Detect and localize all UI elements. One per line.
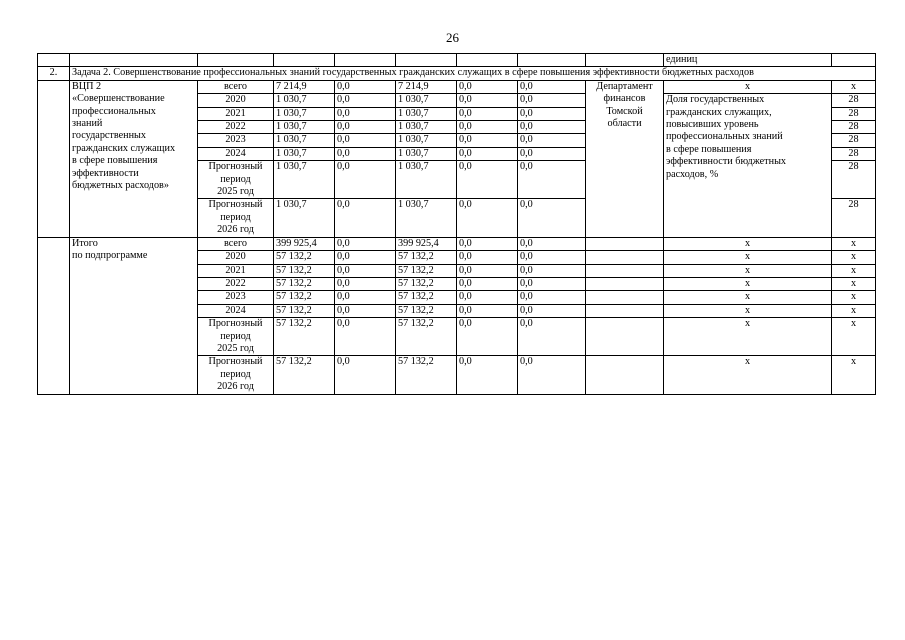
executor-cell xyxy=(586,291,664,304)
amount-mun: 0,0 xyxy=(457,277,518,290)
text-line: гражданских служащих xyxy=(72,142,176,154)
amount-other: 0,0 xyxy=(518,304,586,317)
text-line: знаний xyxy=(72,118,103,130)
text-line: «Совершенствование xyxy=(72,93,165,105)
period-cell: всего xyxy=(198,237,274,250)
indicator-cell: x xyxy=(664,264,832,277)
period-cell xyxy=(198,161,274,199)
indicator-value: x xyxy=(832,80,876,93)
amount-mun: 0,0 xyxy=(457,318,518,356)
amount-reg: 57 132,2 xyxy=(396,356,457,394)
indicator-cell: x xyxy=(664,291,832,304)
cell xyxy=(518,54,586,67)
period-cell: 2024 xyxy=(198,304,274,317)
indicator-value: x xyxy=(832,318,876,356)
indicator-value: x xyxy=(832,304,876,317)
amount-mun: 0,0 xyxy=(457,80,518,93)
amount-reg: 1 030,7 xyxy=(396,147,457,160)
amount-mun: 0,0 xyxy=(457,304,518,317)
text-line: финансов xyxy=(603,93,646,105)
amount-other: 0,0 xyxy=(518,237,586,250)
cell xyxy=(38,54,70,67)
period-cell: 2024 xyxy=(198,147,274,160)
amount-total: 1 030,7 xyxy=(274,94,335,107)
amount-mun: 0,0 xyxy=(457,264,518,277)
indicator-value: x xyxy=(832,251,876,264)
period-cell: 2023 xyxy=(198,134,274,147)
amount-total: 57 132,2 xyxy=(274,318,335,356)
block2-name xyxy=(70,237,198,394)
text-line: период xyxy=(220,368,251,380)
amount-total: 57 132,2 xyxy=(274,356,335,394)
executor-cell xyxy=(586,356,664,394)
indicator-cell: x xyxy=(664,304,832,317)
block1-name xyxy=(70,80,198,237)
indicator-cell: x xyxy=(664,318,832,356)
executor-cell xyxy=(586,80,664,237)
item-number-cell xyxy=(38,237,70,394)
text-line: период xyxy=(220,211,251,223)
amount-fed: 0,0 xyxy=(335,80,396,93)
amount-other: 0,0 xyxy=(518,161,586,199)
period-cell: 2020 xyxy=(198,94,274,107)
text-line: гражданских служащих, xyxy=(666,106,772,118)
amount-mun: 0,0 xyxy=(457,121,518,134)
amount-total: 1 030,7 xyxy=(274,121,335,134)
amount-reg: 399 925,4 xyxy=(396,237,457,250)
text-line: расходов, % xyxy=(666,168,719,180)
amount-fed: 0,0 xyxy=(335,318,396,356)
indicator-value: 28 xyxy=(832,94,876,107)
amount-mun: 0,0 xyxy=(457,107,518,120)
amount-other: 0,0 xyxy=(518,94,586,107)
period-cell: 2020 xyxy=(198,251,274,264)
amount-total: 57 132,2 xyxy=(274,251,335,264)
indicator-cell: x xyxy=(664,251,832,264)
indicator-value: 28 xyxy=(832,121,876,134)
amount-total: 1 030,7 xyxy=(274,107,335,120)
item-number-cell xyxy=(38,80,70,237)
cell xyxy=(396,54,457,67)
table-body xyxy=(38,54,876,395)
amount-other: 0,0 xyxy=(518,291,586,304)
amount-other: 0,0 xyxy=(518,277,586,290)
page-number: 26 xyxy=(446,30,459,45)
task-number: 2. xyxy=(38,67,70,80)
indicator-value: 28 xyxy=(832,147,876,160)
amount-reg: 57 132,2 xyxy=(396,304,457,317)
amount-total: 399 925,4 xyxy=(274,237,335,250)
block2-row xyxy=(38,237,876,250)
amount-reg: 57 132,2 xyxy=(396,291,457,304)
amount-reg: 7 214,9 xyxy=(396,80,457,93)
amount-other: 0,0 xyxy=(518,147,586,160)
amount-reg: 57 132,2 xyxy=(396,264,457,277)
text-line: 2025 год xyxy=(217,342,254,354)
amount-reg: 57 132,2 xyxy=(396,251,457,264)
amount-fed: 0,0 xyxy=(335,237,396,250)
text-line: бюджетных расходов» xyxy=(72,180,169,192)
amount-fed: 0,0 xyxy=(335,251,396,264)
text-line: по подпрограмме xyxy=(72,250,148,262)
cell xyxy=(70,54,198,67)
text-line: Прогнозный xyxy=(208,199,263,211)
text-line: ВЦП 2 xyxy=(72,80,102,92)
text-line: области xyxy=(607,118,642,130)
executor-cell xyxy=(586,318,664,356)
text-line: Департамент xyxy=(596,80,653,92)
text-line: Прогнозный xyxy=(208,356,263,368)
amount-mun: 0,0 xyxy=(457,251,518,264)
amount-reg: 1 030,7 xyxy=(396,107,457,120)
amount-total: 1 030,7 xyxy=(274,199,335,237)
text-line: период xyxy=(220,173,251,185)
amount-fed: 0,0 xyxy=(335,161,396,199)
indicator-value: x xyxy=(832,264,876,277)
amount-total: 57 132,2 xyxy=(274,277,335,290)
period-cell: 2021 xyxy=(198,264,274,277)
cell xyxy=(335,54,396,67)
amount-mun: 0,0 xyxy=(457,161,518,199)
amount-fed: 0,0 xyxy=(335,291,396,304)
indicator-value: 28 xyxy=(832,199,876,237)
period-cell xyxy=(198,318,274,356)
indicator-value: x xyxy=(832,291,876,304)
period-cell: 2021 xyxy=(198,107,274,120)
indicator-cell: x xyxy=(664,277,832,290)
amount-mun: 0,0 xyxy=(457,237,518,250)
text-line: эффективности бюджетных xyxy=(666,156,787,168)
amount-mun: 0,0 xyxy=(457,199,518,237)
amount-total: 1 030,7 xyxy=(274,147,335,160)
text-line: период xyxy=(220,330,251,342)
amount-total: 1 030,7 xyxy=(274,134,335,147)
task-row xyxy=(38,67,876,80)
amount-reg: 57 132,2 xyxy=(396,318,457,356)
amount-fed: 0,0 xyxy=(335,277,396,290)
text-line: Прогнозный xyxy=(208,318,263,330)
indicator-cell: x xyxy=(664,80,832,93)
indicator-value: x xyxy=(832,277,876,290)
executor-cell xyxy=(586,277,664,290)
amount-reg: 1 030,7 xyxy=(396,121,457,134)
text-line: Итого xyxy=(72,237,98,249)
text-line: в сфере повышения xyxy=(666,143,752,155)
period-cell xyxy=(198,199,274,237)
amount-other: 0,0 xyxy=(518,134,586,147)
indicator-cell: x xyxy=(664,237,832,250)
amount-total: 7 214,9 xyxy=(274,80,335,93)
indicator-value: 28 xyxy=(832,107,876,120)
amount-other: 0,0 xyxy=(518,80,586,93)
amount-other: 0,0 xyxy=(518,251,586,264)
indicator-value: 28 xyxy=(832,134,876,147)
amount-fed: 0,0 xyxy=(335,121,396,134)
indicator-value: x xyxy=(832,356,876,394)
indicator-cell: x xyxy=(664,356,832,394)
text-line: Прогнозный xyxy=(208,161,263,173)
period-cell: 2022 xyxy=(198,121,274,134)
amount-mun: 0,0 xyxy=(457,291,518,304)
cell xyxy=(586,54,664,67)
indicator-name xyxy=(664,94,832,237)
cell xyxy=(198,54,274,67)
text-line: в сфере повышения xyxy=(72,155,158,167)
period-cell: 2022 xyxy=(198,277,274,290)
amount-mun: 0,0 xyxy=(457,134,518,147)
amount-total: 1 030,7 xyxy=(274,161,335,199)
text-line: эффективности xyxy=(72,167,139,179)
amount-fed: 0,0 xyxy=(335,147,396,160)
task-title: Задача 2. Совершенствование профессиональных знаний государственных гражданских служащих в сфере повышения эффективности бюджетных расходов xyxy=(70,67,876,80)
period-cell: всего xyxy=(198,80,274,93)
amount-total: 57 132,2 xyxy=(274,291,335,304)
text-line: повысивших уровень xyxy=(666,119,759,131)
text-line: профессиональных знаний xyxy=(666,131,783,143)
amount-fed: 0,0 xyxy=(335,356,396,394)
amount-reg: 1 030,7 xyxy=(396,161,457,199)
amount-fed: 0,0 xyxy=(335,304,396,317)
cell xyxy=(274,54,335,67)
amount-other: 0,0 xyxy=(518,199,586,237)
amount-fed: 0,0 xyxy=(335,94,396,107)
amount-reg: 57 132,2 xyxy=(396,277,457,290)
indicator-value: x xyxy=(832,237,876,250)
executor-cell xyxy=(586,237,664,250)
unit-fragment: единиц xyxy=(664,54,832,67)
text-line: государственных xyxy=(72,130,146,142)
amount-reg: 1 030,7 xyxy=(396,199,457,237)
amount-fed: 0,0 xyxy=(335,107,396,120)
amount-other: 0,0 xyxy=(518,356,586,394)
amount-reg: 1 030,7 xyxy=(396,134,457,147)
amount-fed: 0,0 xyxy=(335,264,396,277)
indicator-value: 28 xyxy=(832,161,876,199)
cell xyxy=(457,54,518,67)
text-line: 2026 год xyxy=(217,381,254,393)
executor-cell xyxy=(586,264,664,277)
period-cell xyxy=(198,356,274,394)
text-line: профессиональных xyxy=(72,105,156,117)
budget-table xyxy=(37,53,876,395)
executor-cell xyxy=(586,251,664,264)
amount-total: 57 132,2 xyxy=(274,264,335,277)
amount-other: 0,0 xyxy=(518,264,586,277)
amount-mun: 0,0 xyxy=(457,356,518,394)
amount-other: 0,0 xyxy=(518,121,586,134)
amount-other: 0,0 xyxy=(518,318,586,356)
executor-cell xyxy=(586,304,664,317)
cell xyxy=(832,54,876,67)
period-cell: 2023 xyxy=(198,291,274,304)
block1-row xyxy=(38,80,876,93)
amount-fed: 0,0 xyxy=(335,199,396,237)
text-line: Доля государственных xyxy=(666,94,765,106)
text-line: 2025 год xyxy=(217,186,254,198)
text-line: 2026 год xyxy=(217,224,254,236)
amount-reg: 1 030,7 xyxy=(396,94,457,107)
amount-fed: 0,0 xyxy=(335,134,396,147)
amount-other: 0,0 xyxy=(518,107,586,120)
text-line: Томской xyxy=(606,105,643,117)
header-fragment-row xyxy=(38,54,876,67)
amount-total: 57 132,2 xyxy=(274,304,335,317)
amount-mun: 0,0 xyxy=(457,147,518,160)
amount-mun: 0,0 xyxy=(457,94,518,107)
